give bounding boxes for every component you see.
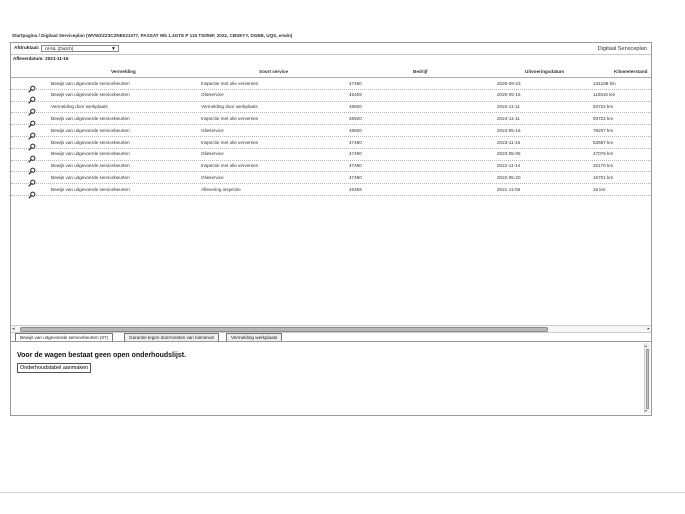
cell-vermelding: Bewijs van uitgevoerde servicebeurten (51, 139, 130, 145)
horizontal-scrollbar[interactable] (11, 325, 651, 333)
cell-vermelding: Bewijs van uitgevoerde servicebeurten (51, 92, 130, 98)
print-language-label: Afdruktaal: (14, 46, 40, 51)
page-title: Digitaal Serviceplan (597, 45, 647, 52)
cell-vermelding: Bewijs van uitgevoerde servicebeurten (51, 186, 130, 192)
cell-soort-service: Inspectie met olie verversen (201, 80, 259, 86)
cell-uitvoeringsdatum: 2023-11-15 (497, 139, 521, 145)
cell-soort-service: Olieservice (201, 92, 224, 98)
create-maintenance-table-button[interactable]: Onderhoudstabel aanmaken (17, 363, 91, 373)
magnifier-icon[interactable] (28, 80, 36, 88)
cell-kilometerstand: 134108 km (593, 80, 616, 86)
cell-bedrijf: 48920 (349, 115, 362, 121)
scroll-right-icon[interactable]: ▸ (647, 326, 650, 332)
cell-soort-service: Olieservice (201, 174, 224, 180)
tab-workshop-note[interactable]: Vermelding werkplaats (226, 333, 282, 341)
cell-uitvoeringsdatum: 2021-11-06 (497, 186, 521, 192)
cell-vermelding: Bewijs van uitgevoerde servicebeurten (51, 80, 130, 86)
cell-uitvoeringsdatum: 2022-05-20 (497, 174, 521, 180)
cell-vermelding: Bewijs van uitgevoerde servicebeurten (51, 163, 130, 169)
cell-uitvoeringsdatum: 2024-11-11 (497, 104, 520, 110)
cell-kilometerstand: 110816 km (593, 92, 616, 98)
cell-uitvoeringsdatum: 2022-11-14 (497, 163, 521, 169)
service-plan-panel (10, 42, 652, 416)
cell-uitvoeringsdatum: 2025-05-16 (497, 92, 521, 98)
cell-soort-service: Vermelding door werkplaats (201, 104, 258, 110)
table-row[interactable] (11, 125, 651, 137)
cell-soort-service: Olieservice (201, 127, 224, 133)
magnifier-icon[interactable] (28, 186, 36, 194)
service-table (11, 65, 651, 196)
print-language-value: nl-NL (Dutch) (45, 46, 74, 52)
table-row[interactable] (11, 90, 651, 102)
top-bar (11, 43, 651, 55)
cell-vermelding: Bewijs van uitgevoerde servicebeurten (51, 151, 130, 157)
magnifier-icon[interactable] (28, 174, 36, 182)
cell-vermelding: Bewijs van uitgevoerde servicebeurten (51, 174, 130, 180)
cell-soort-service: Inspectie met olie verversen (201, 115, 259, 121)
table-row[interactable] (11, 184, 651, 196)
cell-bedrijf: 47490 (349, 139, 362, 145)
cell-soort-service: Aflevering inspectie (201, 186, 241, 192)
cell-uitvoeringsdatum: 2025-09-23 (497, 80, 521, 86)
cell-kilometerstand: 63587 km (593, 139, 614, 145)
cell-vermelding: Vermelding door werkplaats (51, 104, 108, 110)
cell-kilometerstand: 47076 km (593, 151, 614, 157)
column-header-kilometerstand[interactable]: Kilometerstand (614, 69, 648, 74)
tab-divider (11, 341, 651, 342)
delivery-date: Afleverdatum: 2021-11-16 (13, 56, 69, 61)
cell-kilometerstand: 32170 km (593, 163, 614, 169)
cell-kilometerstand: 93722 km (593, 115, 614, 121)
cell-vermelding: Bewijs van uitgevoerde servicebeurten (51, 115, 130, 121)
cell-soort-service: Olieservice (201, 151, 224, 157)
no-open-list-notice: Voor de wagen bestaat geen open onderhoudslijst. (17, 352, 187, 359)
magnifier-icon[interactable] (28, 150, 36, 158)
cell-kilometerstand: 78207 km (593, 127, 614, 133)
cell-uitvoeringsdatum: 2023-05-05 (497, 151, 521, 157)
cell-bedrijf: 45459 (349, 92, 362, 98)
cell-uitvoeringsdatum: 2024-05-16 (497, 127, 521, 133)
scroll-left-icon[interactable]: ◂ (12, 326, 15, 332)
page-bottom-divider (0, 492, 685, 493)
cell-bedrijf: 47490 (349, 163, 362, 169)
column-header-bedrijf[interactable]: Bedrijf (413, 69, 428, 74)
magnifier-icon[interactable] (28, 103, 36, 111)
print-language-select[interactable] (41, 45, 119, 52)
column-header-uitvoeringsdatum[interactable]: Uitvoeringsdatum (525, 69, 565, 74)
magnifier-icon[interactable] (28, 91, 36, 99)
scrollbar-thumb[interactable] (20, 327, 548, 332)
table-row[interactable] (11, 172, 651, 184)
table-header (11, 65, 651, 78)
magnifier-icon[interactable] (28, 138, 36, 146)
table-body (11, 78, 651, 196)
vertical-scrollbar-thumb[interactable] (646, 349, 649, 409)
cell-bedrijf: 47490 (349, 174, 362, 180)
cell-bedrijf: 48920 (349, 127, 362, 133)
breadcrumb: Startpagina / Digitaal Serviceplan (WVWZZZ3CZNE021077, PASSAT Wb 1.4GTE P 115 TSI/06F, 2022, CBSEYY, DGEB, UQS, erwin) (12, 33, 293, 38)
table-row[interactable] (11, 137, 651, 149)
cell-bedrijf: 47490 (349, 80, 362, 86)
magnifier-icon[interactable] (28, 162, 36, 170)
cell-uitvoeringsdatum: 2024-11-11 (497, 115, 520, 121)
cell-bedrijf: 48920 (349, 104, 362, 110)
vertical-scrollbar[interactable] (644, 343, 650, 413)
cell-vermelding: Bewijs van uitgevoerde servicebeurten (51, 127, 130, 133)
scroll-up-icon[interactable]: ▴ (645, 343, 648, 348)
cell-kilometerstand: 93722 km (593, 104, 614, 110)
cell-soort-service: Inspectie met olie verversen (201, 139, 259, 145)
cell-bedrijf: 47490 (349, 151, 362, 157)
magnifier-icon[interactable] (28, 115, 36, 123)
table-row[interactable] (11, 102, 651, 114)
cell-kilometerstand: 15 km (593, 186, 606, 192)
table-row[interactable] (11, 78, 651, 90)
table-row[interactable] (11, 149, 651, 161)
column-header-vermelding[interactable]: Vermelding (111, 69, 136, 74)
cell-soort-service: Inspectie met olie verversen (201, 163, 259, 169)
table-row[interactable] (11, 113, 651, 125)
tab-rust-warranty[interactable]: Garantie tegen doorroesten van binnenuit (124, 333, 219, 341)
table-row[interactable] (11, 161, 651, 173)
tab-service-proofs[interactable]: Bewijs van uitgevoerde servicebeurten (07) (15, 333, 113, 341)
cell-bedrijf: 45459 (349, 186, 362, 192)
column-header-soort-service[interactable]: Soort service (259, 69, 289, 74)
cell-kilometerstand: 15701 km (593, 174, 614, 180)
scroll-down-icon[interactable]: ▾ (645, 408, 648, 413)
chevron-down-icon[interactable]: ▼ (111, 45, 116, 52)
magnifier-icon[interactable] (28, 127, 36, 135)
